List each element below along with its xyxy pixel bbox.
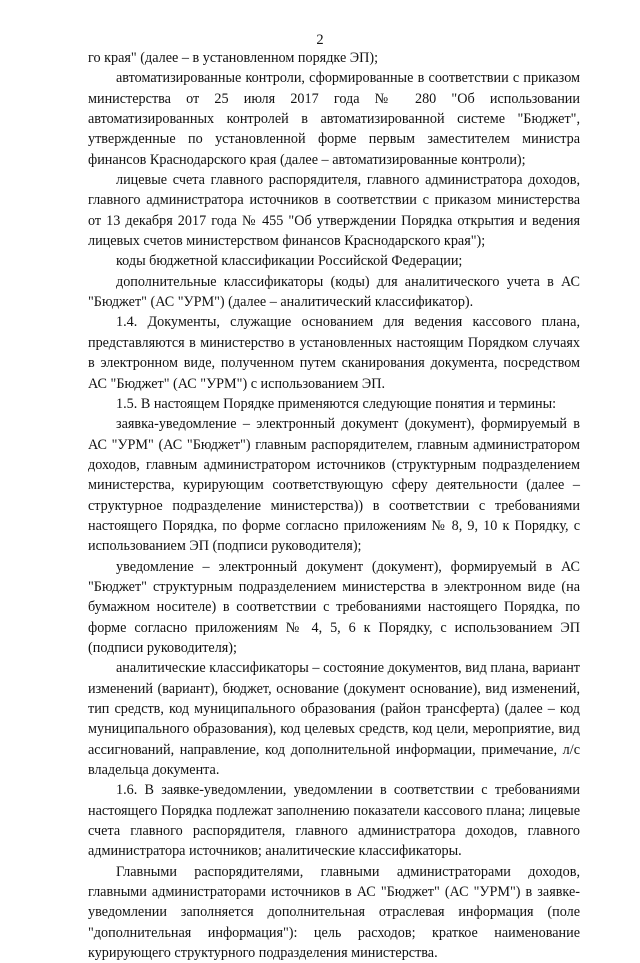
paragraph-notice: уведомление – электронный документ (документ), формируемый в АС "Бюджет" структурным подразделением министерства в электронном виде (на бумажном носителе) в соответствии с требованиями настоящего Порядка, по форме согласно приложениям № 4, 5, 6 к Порядку, с использованием ЭП (подписи руководителя);: [88, 558, 580, 656]
page-number: 2: [316, 32, 324, 48]
paragraph-section-1-5: 1.5. В настоящем Порядке применяются следующие понятия и термины:: [116, 395, 557, 412]
paragraph-request-notice: заявка-уведомление – электронный документ (документ), формируемый в АС "УРМ" (АС "Бюджет") главным распорядителем, главным администратором доходов, главным администратором источников (структурным подразделением министерства, курирующим соответствующую сферу деятельности (далее – структурное подразделение министерства)) в соответствии с требованиями настоящего Порядка, по форме согласно приложениям № 8, 9, 10 к Порядку, с использованием ЭП (подписи руководителя);: [88, 416, 580, 555]
paragraph-budget-codes: коды бюджетной классификации Российской Федерации;: [116, 253, 463, 270]
document-body: [88, 48, 580, 963]
paragraph-main-managers: Главными распорядителями, главными администраторами доходов, главными администраторами источников в АС "Бюджет" (АС "УРМ") в заявке-уведомлении заполняется дополнительная отраслевая информация (поле "дополнительная информация"): цель расходов; краткое наименование курирующего структурного подразделения министерства.: [88, 863, 580, 962]
paragraph-continuation: го края" (далее – в установленном порядке ЭП);: [88, 50, 379, 66]
paragraph-section-1-4: 1.4. Документы, служащие основанием для ведения кассового плана, представляются в министерство в установленных настоящим Порядком случаях в электронном виде, полученном путем сканирования документа, посредством АС "Бюджет" (АС "УРМ") с использованием ЭП.: [88, 314, 580, 392]
paragraph-section-1-6: 1.6. В заявке-уведомлении, уведомлении в соответствии с требованиями настоящего Порядка подлежат заполнению показатели кассового плана; лицевые счета главного распорядителя, главного администратора доходов, главного администратора источников; аналитические классификаторы.: [88, 782, 580, 860]
paragraph-personal-accounts: лицевые счета главного распорядителя, главного администратора доходов, главного администратора источников в соответствии с приказом министерства от 13 декабря 2017 года № 455 "Об утверждении Порядка открытия и ведения лицевых счетов министерством финансов Краснодарского края");: [88, 172, 580, 250]
paragraph-automated-controls: автоматизированные контроли, сформированные в соответствии с приказом министерства от 25 июля 2017 года № 280 "Об использовании автоматизированных контролей в автоматизированной системе "Бюджет", утвержденные по установленной форме первым заместителем министра финансов Краснодарского края (далее – автоматизированные контроли);: [88, 70, 580, 168]
paragraph-analytic-classifiers: аналитические классификаторы – состояние документов, вид плана, вариант изменений (вариант), бюджет, основание (документ основание), вид изменений, тип средств, код муниципального образования (район трансферта) (далее – код муниципального образования), код целевых средств, код цели, мероприятие, вид ассигнований, направление, код дополнительной информации, примечание, л/с владельца документа.: [88, 660, 580, 779]
paragraph-additional-classifiers: дополнительные классификаторы (коды) для аналитического учета в АС "Бюджет" (АС "УРМ") (далее – аналитический классификатор).: [88, 273, 580, 311]
